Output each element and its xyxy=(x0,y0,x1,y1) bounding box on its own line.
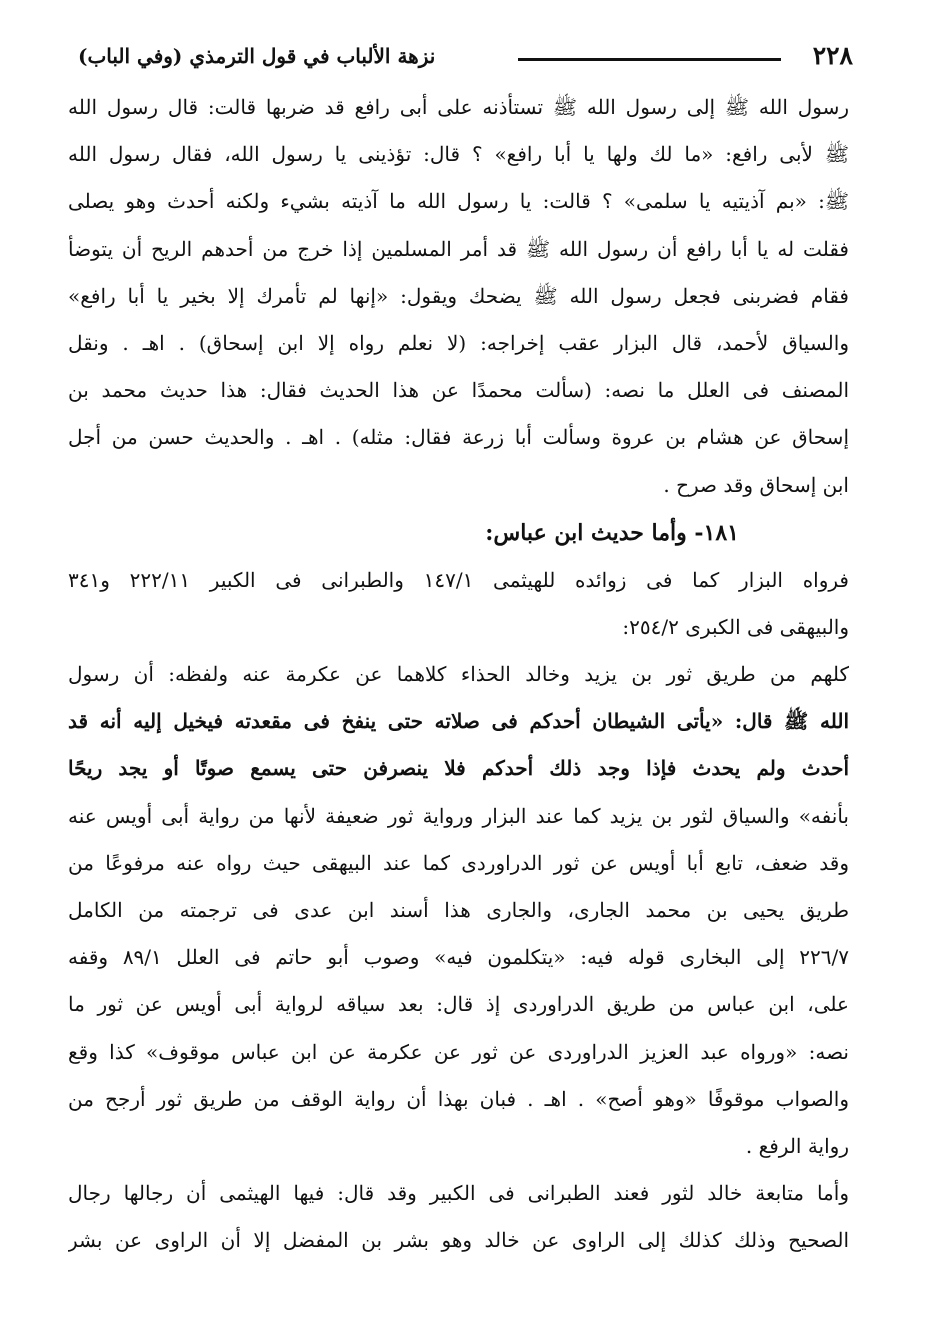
text-line: ﷺ لأبى رافع: «ما لك ولها يا أبا رافع» ؟ قال: تؤذينى يا رسول الله، فقال رسول الله xyxy=(68,142,849,167)
text-line: والصواب موقوفًا «وهو أصح» . اهـ . فبان بهذا أن رواية الوقف من طريق ثور أرجح من xyxy=(68,1086,849,1111)
text-line: وأما متابعة خالد لثور فعند الطبرانى فى الكبير وقد قال: فيها الهيثمى أن رجالها رجال xyxy=(68,1181,849,1206)
text-line: الصحيح وذلك كذلك إلى الراوى عن خالد وهو بشر بن المفضل إلا أن الراوى عن بشر xyxy=(68,1228,849,1253)
text-line: ﷺ: «بم آذيتيه يا سلمى» ؟ قالت: يا رسول الله ما آذيته بشيء ولكنه أحدث وهو يصلى xyxy=(68,189,849,214)
text-line: بأنفه» والسياق لثور بن يزيد كما عند البزار ورواية ثور ضعيفة لأنها من رواية أبى أويس عنه xyxy=(68,803,849,828)
text-line: كلهم من طريق ثور بن يزيد وخالد الحذاء كلاهما عن عكرمة عنه ولفظه: أن رسول xyxy=(68,662,849,687)
section-heading: ١٨١- وأما حديث ابن عباس: xyxy=(485,519,739,546)
text-line: رسول الله ﷺ إلى رسول الله ﷺ تستأذنه على أبى رافع قد ضربها قالت: قال رسول الله xyxy=(68,95,849,119)
text-line: أحدث ولم يحدث فإذا وجد ذلك أحدكم فلا ينصرفن حتى يسمع صوتًا أو يجد ريحًا xyxy=(68,756,849,781)
text-line: طريق يحيى بن محمد الجارى، والجارى هذا أسند ابن عدى فى ترجمته من الكامل xyxy=(68,898,849,922)
text-line: ٢٢٦/٧ إلى البخارى قوله فيه: «يتكلمون فيه» وصوب أبو حاتم فى العلل ٨٩/١ وقفه xyxy=(68,945,849,970)
text-line: على، ابن عباس من طريق الدراوردى إذ قال: بعد سياقه لرواية أبى أويس عن ثور ما xyxy=(68,992,849,1017)
running-title: نزهة الألباب في قول الترمذي (وفي الباب) xyxy=(78,44,436,68)
text-line: ابن إسحاق وقد صرح . xyxy=(663,472,849,497)
text-line: رواية الرفع . xyxy=(745,1133,849,1158)
text-line: فقام فضربنى فجعل رسول الله ﷺ يضحك ويقول: «إنها لم تأمرك إلا بخير يا أبا رافع» xyxy=(68,283,849,308)
text-line: إسحاق عن هشام بن عروة وسألت أبا زرعة فقال: مثله) . اهـ . والحديث حسن من أجل xyxy=(68,425,849,450)
text-line: المصنف فى العلل ما نصه: (سألت محمدًا عن هذا الحديث فقال: هذا حديث محمد بن xyxy=(68,378,849,403)
text-line: نصه: «ورواه عبد العزيز الدراوردى عن ثور عن عكرمة عن ابن عباس موقوف» كذا وقع xyxy=(68,1039,849,1064)
text-line: وقد ضعف، تابع أبا أويس عن ثور الدراوردى كما عند البيهقى حيث رواه عنه مرفوعًا من xyxy=(68,850,849,875)
text-line: والبيهقى فى الكبرى ٢٥٤/٢: xyxy=(622,614,849,639)
page-number: ٢٢٨ xyxy=(812,41,853,70)
text-line: والسياق لأحمد، قال البزار عقب إخراجه: (لا نعلم رواه إلا ابن إسحاق) . اهـ . ونقل xyxy=(68,330,849,355)
header-rule xyxy=(518,58,781,61)
text-line: فقلت له يا أبا رافع أن رسول الله ﷺ قد أمر المسلمين إذا خرج من أحدهم الريح أن يتوضأ xyxy=(68,236,849,261)
page-body xyxy=(68,84,849,1265)
text-line: فرواه البزار كما فى زوائده للهيثمى ١٤٧/١ والطبرانى فى الكبير ٢٢٢/١١ و٣٤١ xyxy=(68,567,849,592)
text-line: الله ﷺ قال: «يأتى الشيطان أحدكم فى صلاته حتى ينفخ فى مقعدته فيخيل إليه أنه قد xyxy=(68,709,849,734)
page-header xyxy=(78,38,853,74)
